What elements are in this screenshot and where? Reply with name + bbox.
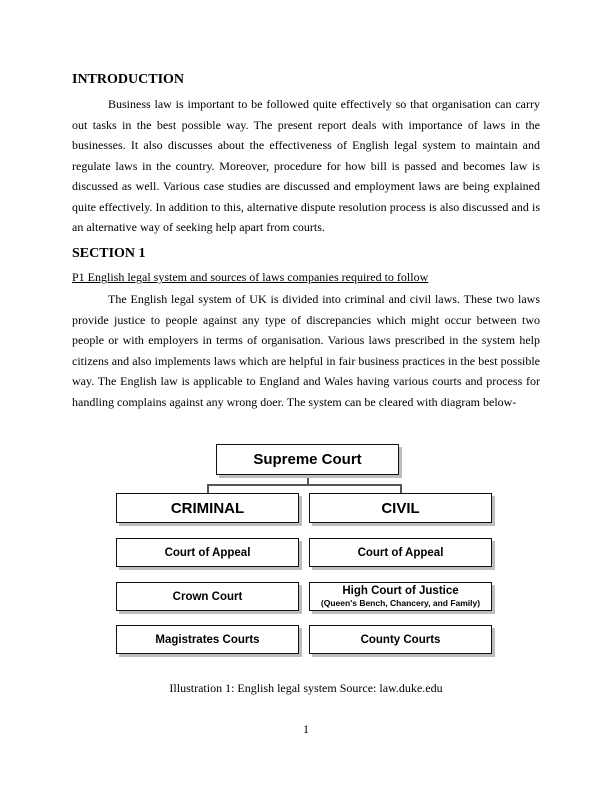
magistrates-courts-box	[116, 625, 299, 654]
civil-box	[309, 493, 492, 523]
high-court-label: High Court of Justice	[342, 585, 459, 597]
supreme-court-box	[216, 444, 399, 475]
magistrates-courts-label: Magistrates Courts	[155, 633, 260, 646]
connector-line	[207, 484, 401, 486]
figure-caption: Illustration 1: English legal system Source: law.duke.edu	[169, 681, 443, 695]
section1-heading: SECTION 1	[72, 246, 146, 261]
high-court-divisions: (Queen's Bench, Chancery, and Family)	[320, 598, 481, 608]
criminal-label: CRIMINAL	[170, 499, 245, 517]
introduction-paragraph: Business law is important to be followed quite effectively so that organisation can carry out tasks in the best possible way. The present report deals with importance of laws in the businesses. It also discusses about the effectiveness of English legal system to maintain and regulate laws in the country. Moreover, procedure for how bill is passed and becomes law is discussed as well. Various case studies are discussed and employment laws are being explained quite effectively. In addition to this, alternative dispute resolution process is also discussed and is an alternative way of seeking help apart from courts.	[72, 97, 540, 234]
section1-paragraph: The English legal system of UK is divided into criminal and civil laws. These two laws provide justice to people against any type of discrepancies which might occur between two people or with employers in terms of organisation. Various laws prescribed in the system help citizens and also implements laws which are helpful in fair business practices in the best possible way. The English law is applicable to England and Wales having various courts and process for handling complains against any wrong doer. The system can be cleared with diagram below-	[72, 292, 540, 409]
county-courts-box	[309, 625, 492, 654]
crown-court-box	[116, 582, 299, 611]
criminal-court-of-appeal-label: Court of Appeal	[164, 546, 251, 559]
civil-court-of-appeal-box	[309, 538, 492, 567]
introduction-heading: INTRODUCTION	[72, 72, 185, 87]
criminal-box	[116, 493, 299, 523]
section1-subheading: P1 English legal system and sources of laws companies required to follow	[72, 270, 429, 284]
county-courts-label: County Courts	[360, 633, 441, 646]
page-number: 1	[303, 722, 309, 736]
civil-court-of-appeal-label: Court of Appeal	[357, 546, 444, 559]
high-court-box	[309, 582, 492, 611]
connector-line	[307, 475, 309, 484]
crown-court-label: Crown Court	[172, 590, 243, 603]
civil-label: CIVIL	[381, 499, 420, 517]
criminal-court-of-appeal-box	[116, 538, 299, 567]
supreme-court-label: Supreme Court	[253, 451, 362, 468]
